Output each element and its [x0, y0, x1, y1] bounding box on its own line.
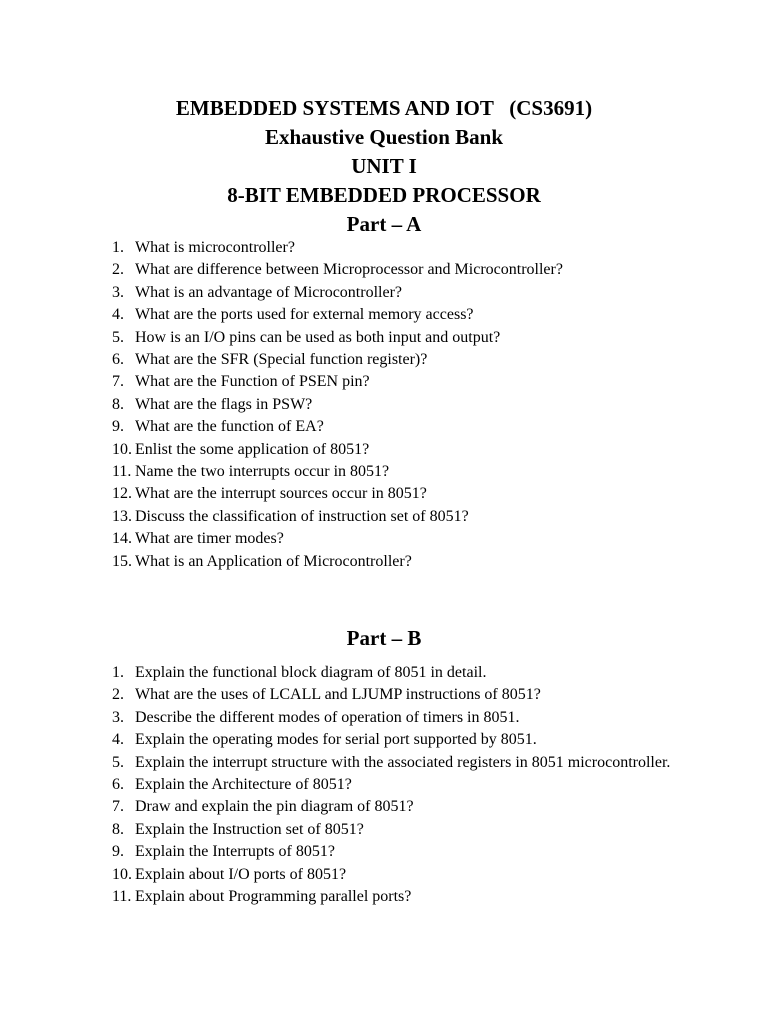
question-text: What is an advantage of Microcontroller? [135, 283, 402, 301]
list-item [112, 729, 678, 751]
item-number: 7. [112, 798, 124, 816]
list-item [112, 371, 678, 393]
list-item [112, 864, 678, 886]
question-text: Enlist the some application of 8051? [135, 440, 370, 458]
question-text: What are the SFR (Special function register)? [135, 351, 428, 369]
question-text: How is an I/O pins can be used as both input and output? [135, 328, 501, 346]
item-number: 10. [112, 440, 132, 458]
list-item [112, 416, 678, 438]
item-number: 13. [112, 507, 132, 525]
list-item [112, 796, 678, 818]
list-item [112, 551, 678, 573]
item-number: 9. [112, 418, 124, 436]
list-item [112, 483, 678, 505]
part-a-heading: Part – A [346, 212, 422, 236]
question-text: Discuss the classification of instruction set of 8051? [135, 507, 469, 525]
item-number: 6. [112, 776, 124, 794]
item-number: 10. [112, 865, 132, 883]
unit-title: 8-BIT EMBEDDED PROCESSOR [227, 183, 541, 207]
unit-label: UNIT I [351, 154, 417, 178]
course-title: EMBEDDED SYSTEMS AND IOT (CS3691) [175, 96, 593, 120]
part-b-heading: Part – B [346, 626, 422, 650]
question-text: Name the two interrupts occur in 8051? [135, 463, 390, 481]
part-a-question-list [112, 237, 678, 573]
question-text: Describe the different modes of operation of timers in 8051. [135, 708, 520, 726]
list-item [112, 259, 678, 281]
item-number: 4. [112, 306, 124, 324]
list-item [112, 752, 678, 774]
list-item [112, 662, 678, 684]
item-number: 5. [112, 753, 124, 771]
question-text: What is microcontroller? [135, 239, 295, 256]
question-text: What are the Function of PSEN pin? [135, 373, 370, 391]
question-text: Explain about Programming parallel ports? [135, 888, 412, 906]
item-number: 11. [112, 888, 132, 906]
list-item [112, 506, 678, 528]
list-item [112, 439, 678, 461]
question-text: Explain the Instruction set of 8051? [135, 820, 364, 838]
question-text: What are the interrupt sources occur in 8051? [135, 485, 427, 503]
item-number: 8. [112, 820, 124, 838]
list-item [112, 282, 678, 304]
list-item [112, 237, 678, 259]
item-number: 2. [112, 686, 124, 704]
list-item [112, 684, 678, 706]
item-number: 5. [112, 328, 124, 346]
list-item [112, 774, 678, 796]
item-number: 12. [112, 485, 132, 503]
item-number: 1. [112, 239, 124, 256]
question-text: Explain the Interrupts of 8051? [135, 843, 335, 861]
list-item [112, 349, 678, 371]
question-text: What are the function of EA? [135, 418, 324, 436]
item-number: 1. [112, 664, 124, 681]
list-item [112, 819, 678, 841]
question-text: Explain about I/O ports of 8051? [135, 865, 347, 883]
question-text: What are the flags in PSW? [135, 395, 313, 413]
item-number: 14. [112, 530, 132, 548]
list-item [112, 528, 678, 550]
item-number: 6. [112, 351, 124, 369]
document-header [0, 94, 768, 239]
item-number: 3. [112, 283, 124, 301]
item-number: 2. [112, 261, 124, 279]
item-number: 7. [112, 373, 124, 391]
item-number: 8. [112, 395, 124, 413]
list-item [112, 461, 678, 483]
question-text: Explain the functional block diagram of 8051 in detail. [135, 664, 487, 681]
question-text: What is an Application of Microcontroller? [135, 552, 412, 570]
question-text: What are timer modes? [135, 530, 284, 548]
question-text: Explain the operating modes for serial port supported by 8051. [135, 731, 537, 749]
question-text: Explain the Architecture of 8051? [135, 776, 352, 794]
question-text: What are the uses of LCALL and LJUMP instructions of 8051? [135, 686, 541, 704]
document-subtitle: Exhaustive Question Bank [264, 125, 504, 149]
item-number: 9. [112, 843, 124, 861]
list-item [112, 707, 678, 729]
list-item [112, 327, 678, 349]
item-number: 15. [112, 552, 132, 570]
list-item [112, 394, 678, 416]
item-number: 3. [112, 708, 124, 726]
list-item [112, 886, 678, 908]
question-text: What are the ports used for external memory access? [135, 306, 474, 324]
list-item [112, 304, 678, 326]
item-number: 4. [112, 731, 124, 749]
question-text: Draw and explain the pin diagram of 8051? [135, 798, 414, 816]
part-b-question-list [112, 662, 678, 908]
item-number: 11. [112, 463, 132, 481]
list-item [112, 841, 678, 863]
question-text: Explain the interrupt structure with the associated registers in 8051 microcontroller. [135, 753, 671, 771]
question-text: What are difference between Microprocessor and Microcontroller? [135, 261, 563, 279]
